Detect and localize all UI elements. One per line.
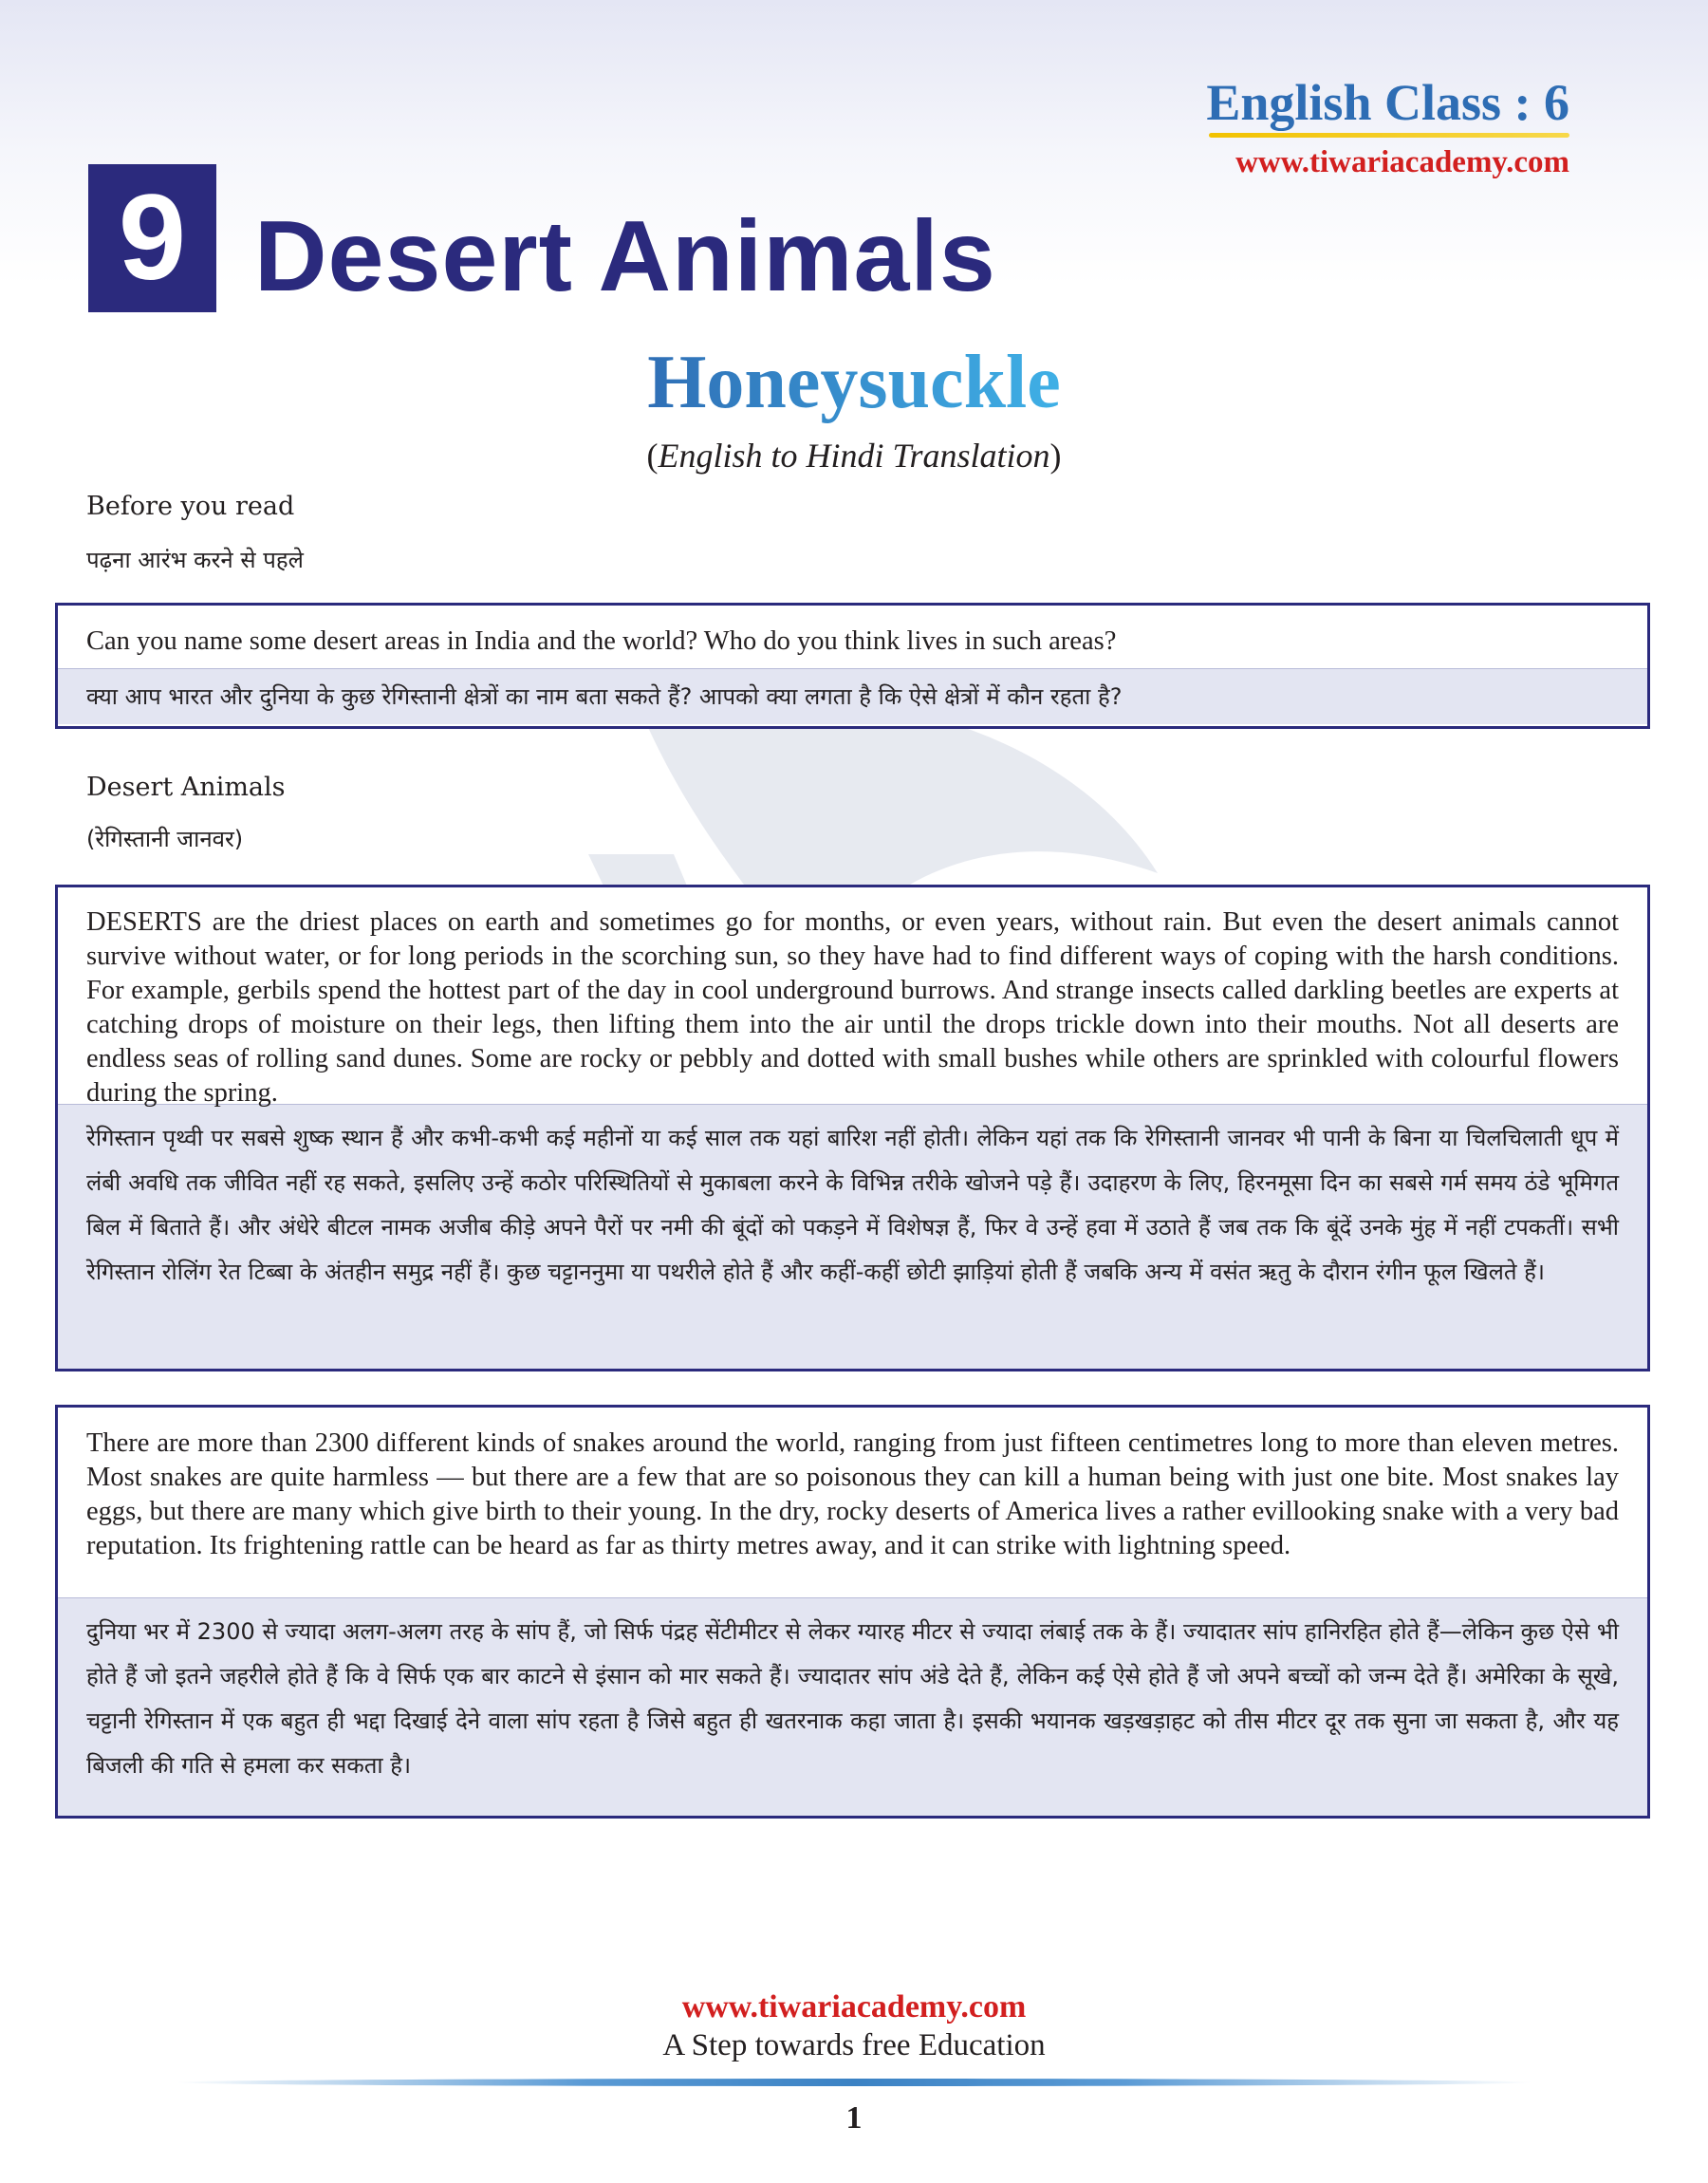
footer-url-link[interactable]: www.tiwariacademy.com [681,1989,1027,2024]
chapter-number-badge: 9 [88,164,216,312]
section-title-en: Desert Animals [86,773,286,802]
chapter-title: Desert Animals [254,200,996,312]
subtitle: (English to Hindi Translation) [646,437,1062,475]
brand-underline [1209,133,1569,138]
snakes-paragraph-en: There are more than 2300 different kinds of snakes around the world, ranging from just fifteen centimetres long to more than eleven metres. Most snakes are quite harmless — but there are a few that are so poisonous they can kill a human being with just one bite. Most snakes lay eggs, but there are many which give birth to their young. In the dry, rocky deserts of America lives a rather evillooking snake with a very bad reputation. Its frightening rattle can be heard as far as thirty metres away, and it can strike with lightning speed. [86,1428,1619,1560]
brand-url-link[interactable]: www.tiwariacademy.com [1235,145,1569,179]
before-read-label-hi: पढ़ना आरंभ करने से पहले [86,547,304,573]
question-en: Can you name some desert areas in India and the world? Who do you think lives in such areas? [86,626,1117,656]
question-box [55,603,1650,729]
deserts-paragraph-box [55,885,1650,1371]
brand-block [1206,74,1569,181]
question-hi: क्या आप भारत और दुनिया के कुछ रेगिस्तानी क्षेत्रों का नाम बता सकते हैं? आपको क्या लगता है कि ऐसे क्षेत्रों में कौन रहता है? [58,668,1647,724]
footer-divider [176,2079,1532,2086]
subtitle-text: English to Hindi Translation [658,437,1050,475]
before-read-label-en: Before you read [86,492,295,521]
brand-title: English Class : 6 [1206,74,1569,131]
snakes-paragraph-hi: दुनिया भर में 2300 से ज्यादा अलग-अलग तरह के सांप हैं, जो सिर्फ पंद्रह सेंटीमीटर से लेकर ग्यारह मीटर से ज्यादा लंबाई तक के हैं। ज्यादातर सांप हानिरहित होते हैं—लेकिन कुछ ऐसे भी होते हैं जो इतने जहरीले होते हैं कि वे सिर्फ एक बार काटने से इंसान को मार सकते हैं। ज्यादातर सांप अंडे देते हैं, लेकिन कई ऐसे होते हैं जो अपने बच्चों को जन्म देते हैं। अमेरिका के सूखे, चट्टानी रेगिस्तान में एक बहुत ही भद्दा दिखाई देने वाला सांप रहता है जिसे बहुत ही खतरनाक कहा जाता है। इसकी भयानक खड़खड़ाहट को तीस मीटर दूर तक सुना जा सकता है, और यह बिजली की गति से हमला कर सकता है। [58,1597,1647,1816]
deserts-paragraph-hi: रेगिस्तान पृथ्वी पर सबसे शुष्क स्थान हैं और कभी-कभी कई महीनों या कई साल तक यहां बारिश नहीं होती। लेकिन यहां तक कि रेगिस्तानी जानवर भी पानी के बिना या चिलचिलाती धूप में लंबी अवधि तक जीवित नहीं रह सकते, इसलिए उन्हें कठोर परिस्थितियों से मुकाबला करने के विभिन्न तरीके खोजने पड़े हैं। उदाहरण के लिए, हिरनमूसा दिन का सबसे गर्म समय ठंडे भूमिगत बिल में बिताते हैं। और अंधेरे बीटल नामक अजीब कीड़े अपने पैरों पर नमी की बूंदों को पकड़ने में विशेषज्ञ हैं, फिर वे उन्हें हवा में उठाते हैं जब तक कि बूंदें उनके मुंह में नहीं टपकतीं। सभी रेगिस्तान रोलिंग रेत टिब्बा के अंतहीन समुद्र नहीं हैं। कुछ चट्टाननुमा या पथरीले होते हैं और कहीं-कहीं छोटी झाड़ियां होती हैं जबकि अन्य में वसंत ऋतु के दौरान रंगीन फूल खिलते हैं। [58,1104,1647,1369]
footer-tagline: A Step towards free Education [662,2028,1046,2062]
page-number: 1 [845,2100,863,2136]
section-title-hi: (रेगिस्तानी जानवर) [86,826,244,852]
deserts-paragraph-en: DESERTS are the driest places on earth and sometimes go for months, or even years, without rain. But even the desert animals cannot survive without water, or for long periods in the scorching sun, so they have had to find different ways of coping with the harsh conditions. For example, gerbils spend the hottest part of the day in cool underground burrows. And strange insects called darkling beetles are experts at catching drops of moisture on their legs, then lifting them into the air until the drops trickle down into their mouths. Not all deserts are endless seas of rolling sand dunes. Some are rocky or pebbly and dotted with small bushes while others are sprinkled with colourful flowers during the spring. [86,907,1619,1108]
book-name: Honeysuckle [647,341,1061,424]
snakes-paragraph-box [55,1405,1650,1819]
